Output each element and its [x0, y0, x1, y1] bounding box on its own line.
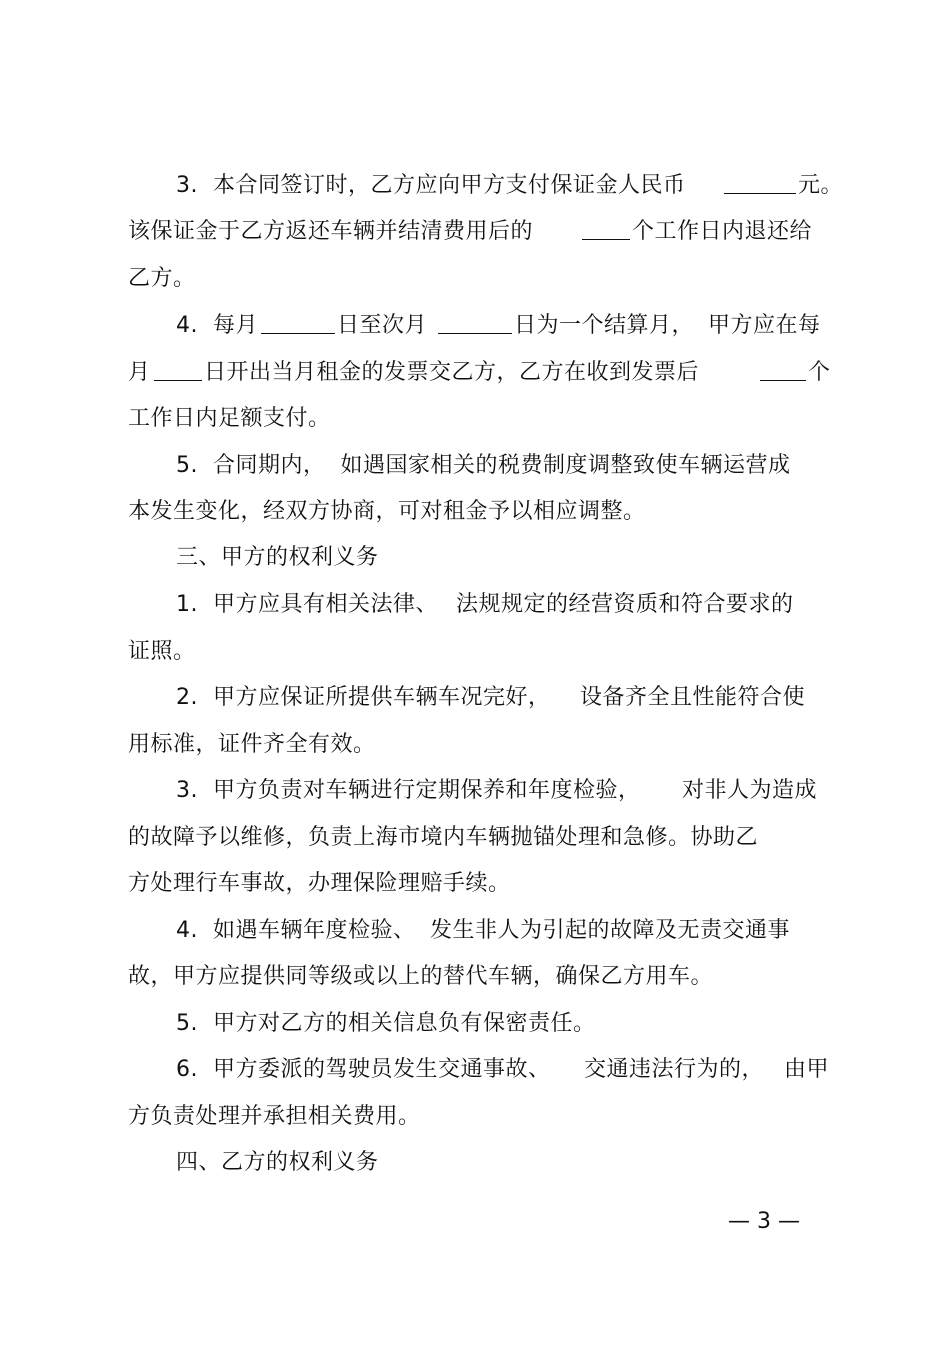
text-line: 甲方应在每 [708, 313, 821, 338]
text-line: 日开出当月租金的发票交乙方，乙方在收到发票后 [204, 360, 700, 385]
text-line: 本发生变化，经双方协商，可对租金予以相应调整。 [128, 499, 646, 524]
text-line: 日为一个结算月， [514, 313, 695, 338]
blank-field [758, 358, 808, 390]
text-line: 用标准，证件齐全有效。 [128, 732, 376, 757]
blank-field [436, 311, 514, 343]
text-line: 方处理行车事故，办理保险理赔手续。 [128, 871, 511, 896]
text-line: 该保证金于乙方返还车辆并结清费用后的 [128, 219, 534, 244]
blank-field [722, 171, 798, 203]
text-line: 发生非人为引起的故障及无责交通事 [430, 918, 791, 943]
text-line: 设备齐全且性能符合使 [580, 685, 806, 710]
text-line: 个工作日内退还给 [632, 219, 813, 244]
text-line: 1. 甲方应具有相关法律、 [176, 592, 438, 617]
section-heading: 四、乙方的权利义务 [176, 1150, 379, 1175]
text-line: 乙方。 [128, 266, 196, 291]
text-line: 6. 甲方委派的驾驶员发生交通事故、 [176, 1057, 551, 1082]
text-line: 月 [128, 360, 151, 385]
text-line: 元。 [798, 173, 844, 198]
text-line: 3. 本合同签订时，乙方应向甲方支付保证金人民币 [176, 173, 686, 198]
text-line: 4. 每月 [176, 313, 258, 338]
blank-field [259, 311, 337, 343]
text-line: 的故障予以维修，负责上海市境内车辆抛锚处理和急修。协助乙 [128, 825, 759, 850]
text-line: 5. 合同期内， 如遇国家相关的税费制度调整致使车辆运营成 [176, 453, 791, 478]
text-line: 交通违法行为的， [584, 1057, 765, 1082]
text-line: 法规规定的经营资质和符合要求的 [456, 592, 794, 617]
text-line: 证照。 [128, 639, 196, 664]
text-line: 故，甲方应提供同等级或以上的替代车辆，确保乙方用车。 [128, 964, 714, 989]
section-heading: 三、甲方的权利义务 [176, 545, 379, 570]
text-line: 工作日内足额支付。 [128, 406, 331, 431]
blank-field [152, 358, 204, 390]
page-number: — 3 — [728, 1209, 800, 1234]
text-line: 方负责处理并承担相关费用。 [128, 1104, 421, 1129]
text-line: 日至次月 [337, 313, 428, 338]
text-line: 4. 如遇车辆年度检验、 [176, 918, 416, 943]
text-line: 5. 甲方对乙方的相关信息负有保密责任。 [176, 1011, 596, 1036]
text-line: 对非人为造成 [682, 778, 818, 803]
blank-field [580, 217, 632, 249]
text-line: 个 [808, 360, 831, 385]
text-line: 2. 甲方应保证所提供车辆车况完好， [176, 685, 551, 710]
text-line: 由甲 [784, 1057, 830, 1082]
text-line: 3. 甲方负责对车辆进行定期保养和年度检验， [176, 778, 641, 803]
